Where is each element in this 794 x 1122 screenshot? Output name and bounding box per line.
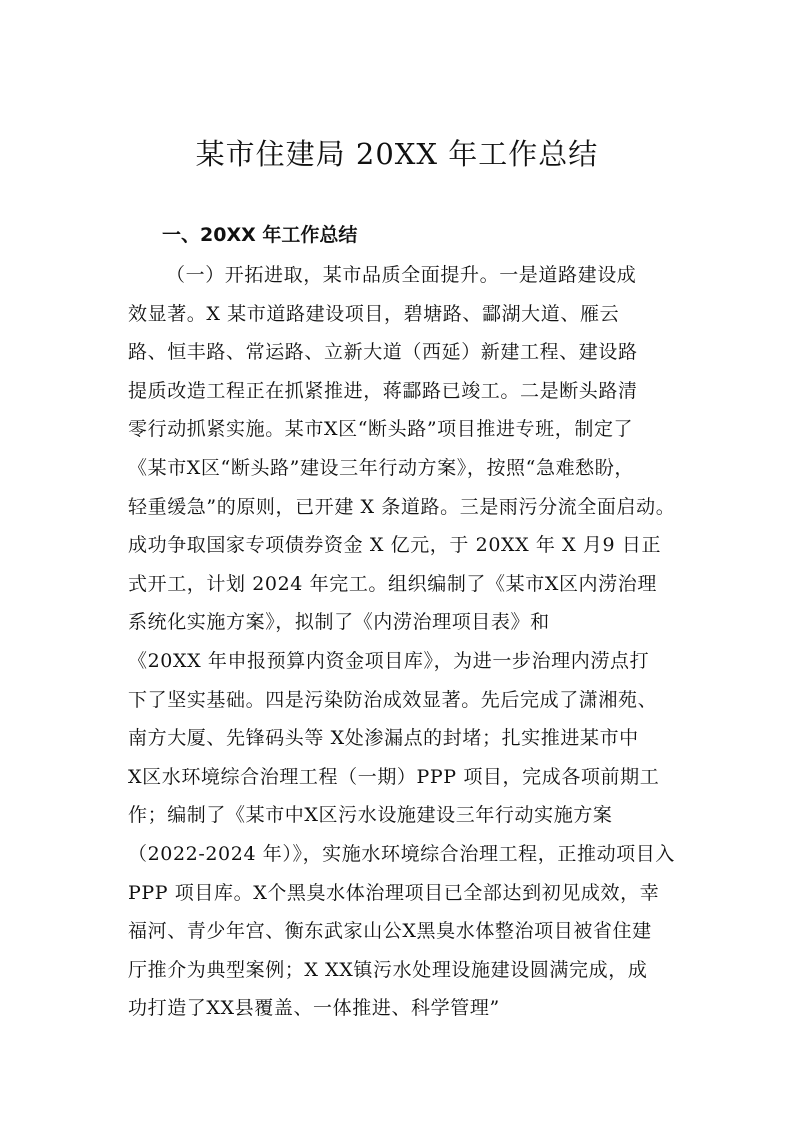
text-line: 效显著。X 某市道路建设项目，碧塘路、酃湖大道、雁云 bbox=[128, 302, 620, 325]
text-line: 提质改造工程正在抓紧推进，蒋酃路已竣工。二是断头路清 bbox=[128, 379, 638, 402]
text-line: X区水环境综合治理工程（一期）PPP 项目，完成各项前期工 bbox=[128, 765, 660, 788]
text-line: 零行动抓紧实施。某市X区“断头路”项目推进专班，制定了 bbox=[128, 418, 634, 441]
text-line: 作；编制了《某市中X区污水设施建设三年行动实施方案 bbox=[128, 804, 613, 827]
text-line: 《20XX 年申报预算内资金项目库》，为进一步治理内涝点打 bbox=[128, 649, 650, 672]
text-line: （一）开拓进取，某市品质全面提升。一是道路建设成 bbox=[166, 264, 637, 286]
body-paragraph bbox=[128, 256, 688, 1028]
text-line: 成功争取国家专项债券资金 X 亿元，于 20XX 年 X 月9 日正 bbox=[128, 534, 662, 557]
text-line: 系统化实施方案》，拟制了《内涝治理项目表》和 bbox=[128, 611, 550, 634]
text-line: 路、恒丰路、常运路、立新大道（西延）新建工程、建设路 bbox=[128, 341, 638, 364]
text-line: 南方大厦、先锋码头等 X处渗漏点的封堵；扎实推进某市中 bbox=[128, 727, 639, 750]
text-line: 式开工，计划 2024 年完工。组织编制了《某市X区内涝治理 bbox=[128, 572, 657, 595]
text-line: 下了坚实基础。四是污染防治成效显著。先后完成了潇湘苑、 bbox=[128, 688, 658, 711]
text-line: （2022-2024 年）》，实施水环境综合治理工程，正推动项目入 bbox=[128, 842, 675, 865]
text-line: PPP 项目库。X个黑臭水体治理项目已全部达到初见成效，幸 bbox=[128, 881, 660, 904]
document-title: 某市住建局 20XX 年工作总结 bbox=[195, 137, 599, 171]
text-line: 轻重缓急”的原则，已开建 X 条道路。三是雨污分流全面启动。 bbox=[128, 495, 676, 518]
text-line: 《某市X区“断头路”建设三年行动方案》，按照“急难愁盼， bbox=[128, 456, 634, 479]
text-line: 功打造了XX县覆盖、一体推进、科学管理” bbox=[128, 997, 500, 1020]
section-heading: 一、20XX 年工作总结 bbox=[162, 224, 358, 246]
text-line: 厅推介为典型案例；X XX镇污水处理设施建设圆满完成，成 bbox=[128, 958, 648, 981]
text-line: 福河、青少年宫、衡东武家山公X黑臭水体整治项目被省住建 bbox=[128, 920, 652, 943]
